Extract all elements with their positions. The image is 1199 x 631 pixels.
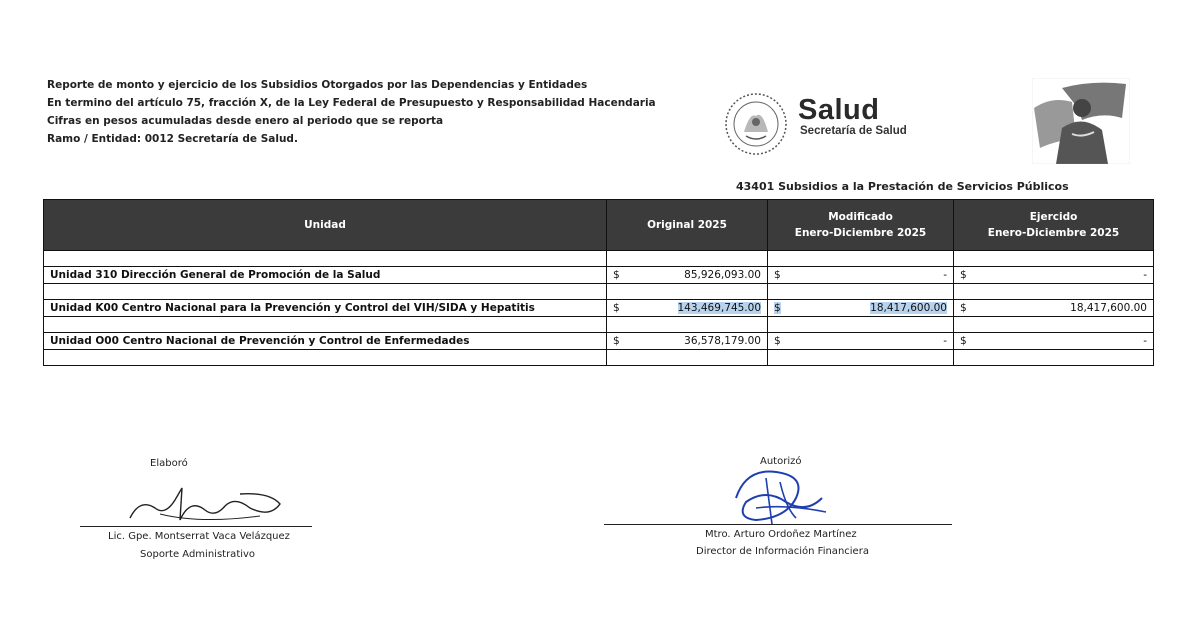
- header-modificado-line1: Modificado: [828, 211, 893, 223]
- ejercido-amount: 18,417,600.00: [1070, 302, 1147, 314]
- left-signature-line: [80, 526, 312, 527]
- unit-name: Unidad 310 Dirección General de Promoción de la Salud: [44, 267, 607, 284]
- left-signature-label: Elaboró: [150, 458, 188, 469]
- header-original: Original 2025: [607, 200, 768, 251]
- program-title: 43401 Subsidios a la Prestación de Servicios Públicos: [736, 180, 1069, 193]
- national-seal-icon: [724, 92, 788, 156]
- table-row: [44, 333, 1154, 350]
- ejercido-amount: -: [1143, 269, 1147, 281]
- table-row: [44, 267, 1154, 284]
- flag-heroine-image: [1032, 78, 1130, 164]
- table-spacer-row: [44, 350, 1154, 366]
- modificado-amount: -: [943, 335, 947, 347]
- modificado-cell: [768, 300, 954, 317]
- right-signer-position: Director de Información Financiera: [696, 546, 869, 557]
- table-header-row: [44, 200, 1154, 251]
- logo-subtitle: Secretaría de Salud: [800, 125, 907, 137]
- ejercido-cell: [954, 267, 1154, 284]
- right-signature-line: [604, 524, 952, 525]
- currency-symbol: $: [613, 269, 620, 281]
- original-cell: [607, 300, 768, 317]
- table-spacer-row: [44, 317, 1154, 333]
- header-ejercido-line2: Enero-Diciembre 2025: [987, 227, 1120, 239]
- modificado-amount: -: [943, 269, 947, 281]
- currency-symbol: $: [774, 302, 781, 314]
- header-ejercido-line1: Ejercido: [1029, 211, 1078, 223]
- ejercido-amount: -: [1143, 335, 1147, 347]
- header-modificado: [768, 200, 954, 251]
- report-header: [47, 76, 656, 148]
- ejercido-cell: [954, 333, 1154, 350]
- header-unidad: Unidad: [44, 200, 607, 251]
- left-signer-position: Soporte Administrativo: [140, 549, 256, 560]
- modificado-cell: [768, 267, 954, 284]
- header-line-1: Reporte de monto y ejercicio de los Subsidios Otorgados por las Dependencias y Entidades: [47, 79, 588, 91]
- header-ejercido: [954, 200, 1154, 251]
- left-signer-name: Lic. Gpe. Montserrat Vaca Velázquez: [108, 531, 290, 542]
- original-amount: 36,578,179.00: [684, 335, 761, 347]
- header-line-3: Cifras en pesos acumuladas desde enero al periodo que se reporta: [47, 115, 444, 127]
- currency-symbol: $: [960, 335, 967, 347]
- header-modificado-line2: Enero-Diciembre 2025: [794, 227, 927, 239]
- currency-symbol: $: [774, 269, 781, 281]
- subsidies-table: [43, 199, 1154, 366]
- currency-symbol: $: [613, 302, 620, 314]
- original-cell: [607, 267, 768, 284]
- currency-symbol: $: [774, 335, 781, 347]
- modificado-cell: [768, 333, 954, 350]
- unit-name: Unidad K00 Centro Nacional para la Prevención y Control del VIH/SIDA y Hepatitis: [44, 300, 607, 317]
- currency-symbol: $: [960, 302, 967, 314]
- right-signature-mark: [726, 458, 836, 538]
- currency-symbol: $: [613, 335, 620, 347]
- salud-logo: [724, 92, 924, 162]
- unit-name: Unidad O00 Centro Nacional de Prevención y Control de Enfermedades: [44, 333, 607, 350]
- table-spacer-row: [44, 284, 1154, 300]
- original-amount: 143,469,745.00: [677, 302, 761, 314]
- original-amount: 85,926,093.00: [684, 269, 761, 281]
- header-line-4: Ramo / Entidad: 0012 Secretaría de Salud.: [47, 133, 298, 145]
- currency-symbol: $: [960, 269, 967, 281]
- table-spacer-row: [44, 251, 1154, 267]
- original-cell: [607, 333, 768, 350]
- ejercido-cell: [954, 300, 1154, 317]
- left-signature-mark: [120, 478, 290, 528]
- header-line-2: En termino del artículo 75, fracción X, de la Ley Federal de Presupuesto y Responsabilidad Hacendaria: [47, 97, 656, 109]
- modificado-amount: 18,417,600.00: [870, 302, 947, 314]
- table-row: [44, 300, 1154, 317]
- right-signer-name: Mtro. Arturo Ordoñez Martínez: [705, 529, 857, 540]
- right-signature-label: Autorizó: [760, 456, 802, 467]
- logo-title: Salud: [798, 94, 880, 126]
